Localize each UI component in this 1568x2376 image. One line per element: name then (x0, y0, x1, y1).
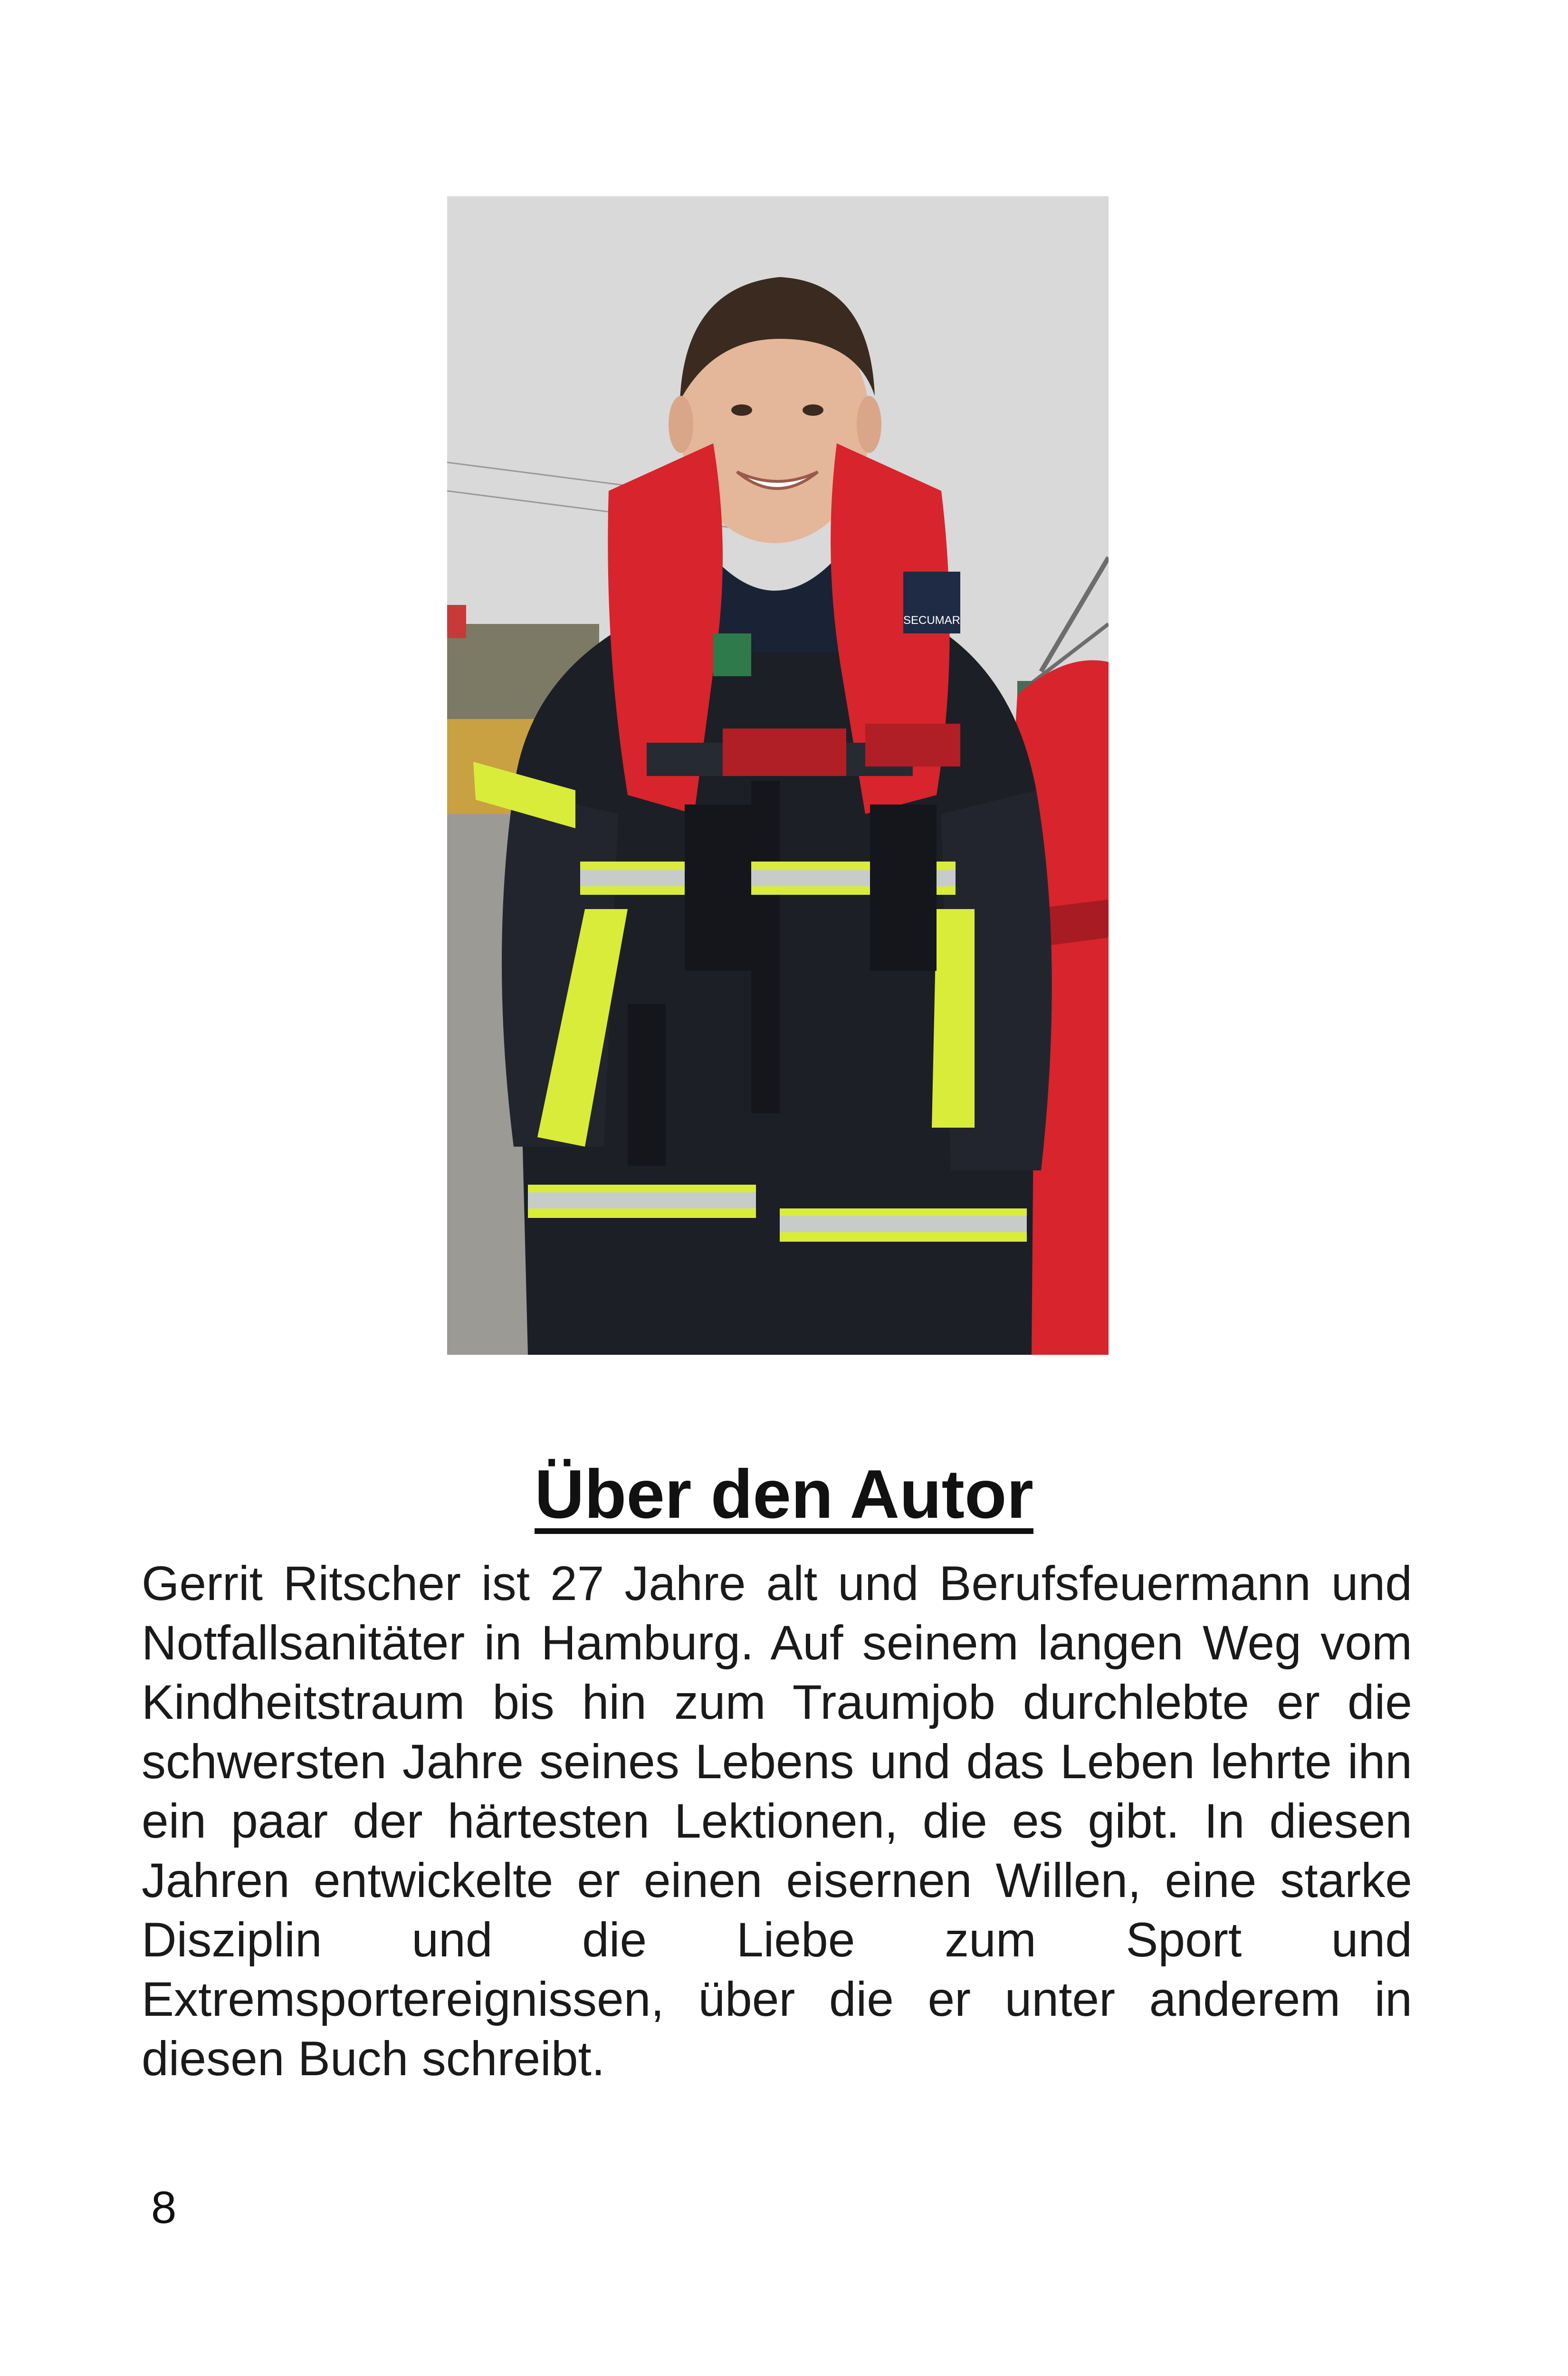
page-number: 8 (151, 2182, 177, 2233)
section-heading-text: Über den Autor (535, 1456, 1033, 1533)
author-photo-illustration (447, 196, 1109, 1355)
section-heading (0, 1453, 1568, 1535)
author-bio-paragraph: Gerrit Ritscher ist 27 Jahre alt und Berufsfeuermann und Notfallsanitäter in Hamburg. Auf seinem langen Weg vom Kindheitstraum bis hin zum Traumjob durchlebte er die schwersten Jahre seines Lebens und das Leben lehrte ihn ein paar der härtesten Lektionen, die es gibt. In diesen Jahren entwickelte er einen eisernen Willen, eine starke Disziplin und die Liebe zum Sport und Extremsportereignissen, über die er unter anderem in diesen Buch schreibt. (142, 1556, 1412, 2086)
author-photo (447, 196, 1109, 1355)
vest-brand-label: SECUMAR (903, 614, 961, 627)
